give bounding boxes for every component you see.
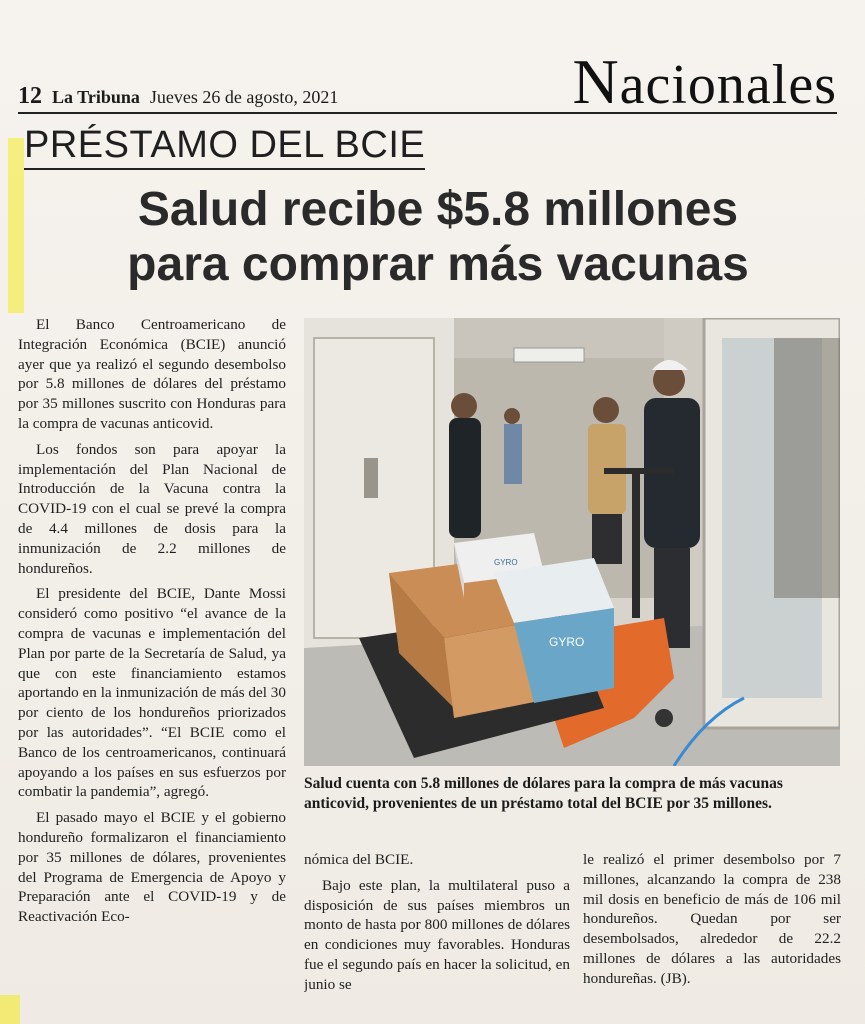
- article-headline: [28, 182, 848, 292]
- article-column-1: [18, 315, 286, 1005]
- box-label: GYRO: [494, 558, 518, 567]
- article-paragraph: le realizó el primer desembolso por 7 millones, alcanzando la compra de 238 mil dosis en beneficio de más de 106 mil hondureños. Quedan por ser desembolsados, alrededor de 22.2 millones de dólares a las autoridades hondureñas. (JB).: [583, 851, 841, 987]
- article-column-3: [583, 850, 841, 1000]
- article-photo: [304, 318, 840, 766]
- article-kicker: PRÉSTAMO DEL BCIE: [24, 126, 425, 170]
- highlighter-mark: [0, 995, 20, 1024]
- page-number: 12: [18, 83, 42, 109]
- section-title-initial: N: [572, 46, 620, 117]
- article-paragraph: nómica del BCIE.: [304, 851, 414, 868]
- page-header: [18, 84, 338, 114]
- article-column-2: [304, 850, 570, 1000]
- article-paragraph: Los fondos son para apoyar la implementación del Plan Nacional de Introducción de la Vacuna contra la COVID-19 con el cual se prevé la compra de 4.4 millones de dosis para la inmunización de 2.2 millones de hondureños.: [18, 440, 286, 577]
- article-paragraph: El pasado mayo el BCIE y el gobierno hondureño formalizaron el financiamiento por 35 millones de dólares, provenientes del Programa de Emergencia de Apoyo y Preparación ante el COVID-19 y de Reactivación Eco-: [18, 809, 286, 926]
- header-divider: [18, 112, 837, 114]
- headline-line-2: para comprar más vacunas: [127, 238, 749, 292]
- section-title: [572, 46, 837, 117]
- headline-line-1: Salud recibe $5.8 millones: [137, 183, 739, 236]
- photo-caption: Salud cuenta con 5.8 millones de dólares para la compra de más vacunas anticovid, provenientes de un préstamo total del BCIE por 35 millones.: [304, 775, 783, 812]
- article-paragraph: Bajo este plan, la multilateral puso a disposición de sus países miembros un monto de hasta por 800 millones de dólares en condiciones muy favorables. Honduras fue el segundo país en hacer la solicitud, en junio se: [304, 876, 570, 993]
- vaccine-delivery-photo: [304, 318, 840, 766]
- article-paragraph: El presidente del BCIE, Dante Mossi consideró como positivo “el avance de la compra de vacunas e implementación del Plan por parte de la Secretaría de Salud, ya que con este financiamiento estamos aportando en la inmunización de más del 30 por ciento de los hondureños priorizados por las autoridades”. “El BCIE como el Banco de los centroamericanos, continuará apoyando a los países en sus esfuerzos por combatir la pandemia”, agregó.: [18, 585, 286, 801]
- box-label: GYRO: [549, 635, 585, 649]
- publication-name: La Tribuna: [52, 87, 140, 107]
- highlighter-mark: [8, 138, 24, 313]
- article-paragraph: El Banco Centroamericano de Integración Económica (BCIE) anunció ayer que ya realizó el segundo desembolso por 5.8 millones de dólares del préstamo por 35 millones suscrito con Honduras para la compra de vacunas anticovid.: [18, 316, 286, 432]
- section-title-rest: acionales: [619, 54, 837, 116]
- publication-date: Jueves 26 de agosto, 2021: [149, 87, 339, 107]
